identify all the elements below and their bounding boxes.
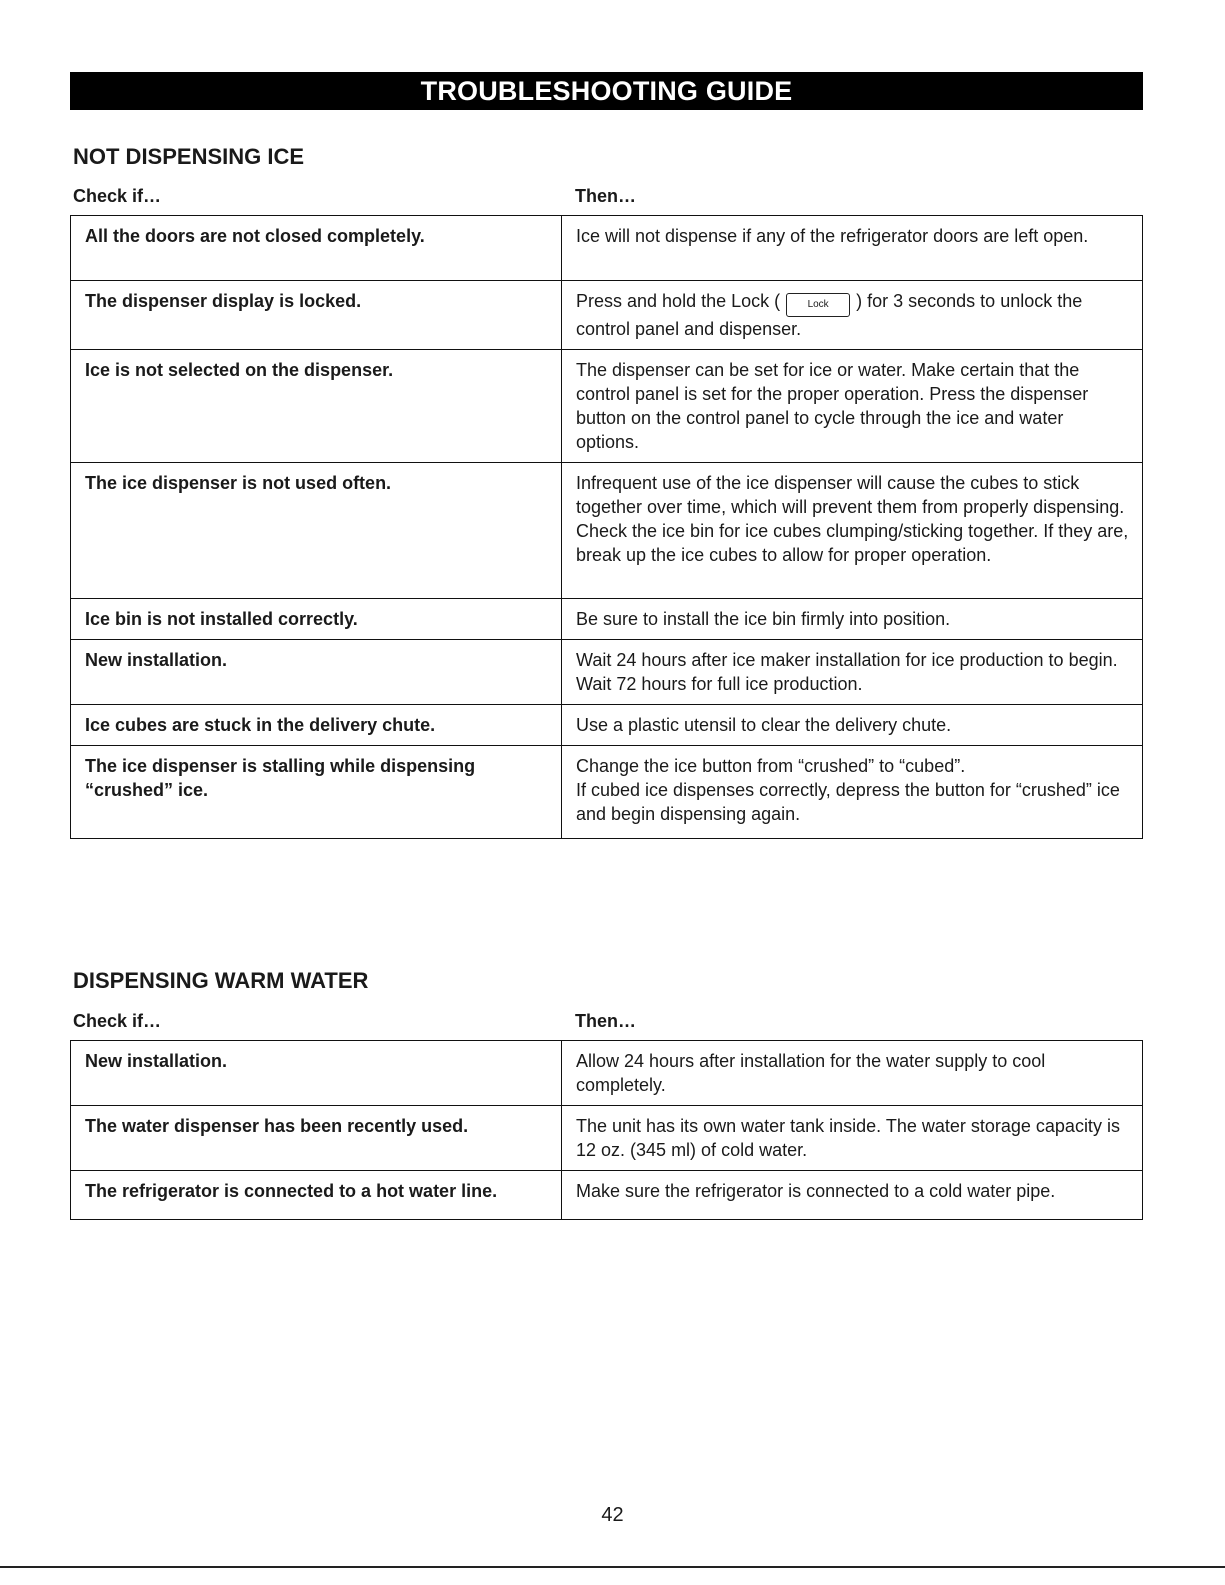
table-row <box>71 1171 1143 1220</box>
check-cell: The ice dispenser is not used often. <box>71 463 562 599</box>
then-cell: Use a plastic utensil to clear the delivery chute. <box>562 705 1143 746</box>
table-row <box>71 1041 1143 1106</box>
check-cell: The dispenser display is locked. <box>71 281 562 350</box>
then-header: Then… <box>575 1011 636 1031</box>
bottom-divider <box>0 1566 1225 1568</box>
then-cell: Infrequent use of the ice dispenser will cause the cubes to stick together over time, which will prevent them from properly dispensing. Check the ice bin for ice cubes clumping/sticking together. If they are, break up the ice cubes to allow for proper operation. <box>562 463 1143 599</box>
table-row <box>71 281 1143 350</box>
check-cell: All the doors are not closed completely. <box>71 216 562 281</box>
lock-key-icon: Lock <box>786 293 850 317</box>
page-number: 42 <box>601 1504 624 1526</box>
check-cell: Ice cubes are stuck in the delivery chute. <box>71 705 562 746</box>
then-text: Press and hold the Lock ( <box>576 291 781 311</box>
section-title-not-dispensing-ice: NOT DISPENSING ICE <box>73 144 305 169</box>
check-cell: New installation. <box>71 640 562 705</box>
check-cell: The refrigerator is connected to a hot water line. <box>71 1171 562 1220</box>
table-row <box>71 705 1143 746</box>
dispensing-warm-water-table <box>70 1040 1143 1220</box>
then-cell: Allow 24 hours after installation for the water supply to cool completely. <box>562 1041 1143 1106</box>
table-row <box>71 216 1143 281</box>
then-text: If cubed ice dispenses correctly, depress the button for “crushed” ice and begin dispensing again. <box>576 780 1120 824</box>
then-text: Change the ice button from “crushed” to “cubed”. <box>576 756 966 776</box>
page-banner: TROUBLESHOOTING GUIDE <box>70 72 1143 110</box>
table-row <box>71 599 1143 640</box>
then-cell <box>562 281 1143 350</box>
then-cell: Make sure the refrigerator is connected to a cold water pipe. <box>562 1171 1143 1220</box>
check-cell: The ice dispenser is stalling while dispensing “crushed” ice. <box>71 746 562 839</box>
then-cell: The unit has its own water tank inside. The water storage capacity is 12 oz. (345 ml) of cold water. <box>562 1106 1143 1171</box>
check-cell: New installation. <box>71 1041 562 1106</box>
check-cell: Ice is not selected on the dispenser. <box>71 350 562 463</box>
then-cell: The dispenser can be set for ice or water. Make certain that the control panel is set for the proper operation. Press the dispenser button on the control panel to cycle through the ice and water options. <box>562 350 1143 463</box>
check-if-header: Check if… <box>73 1011 162 1031</box>
table-row <box>71 746 1143 839</box>
check-cell: Ice bin is not installed correctly. <box>71 599 562 640</box>
section-title-dispensing-warm-water: DISPENSING WARM WATER <box>73 968 369 993</box>
check-if-header: Check if… <box>73 186 162 206</box>
then-header: Then… <box>575 186 636 206</box>
table-row <box>71 640 1143 705</box>
table-row <box>71 463 1143 599</box>
not-dispensing-ice-table <box>70 215 1143 839</box>
then-text: ) for 3 seconds to unlock the control panel and dispenser. <box>576 291 1083 339</box>
table-row <box>71 1106 1143 1171</box>
then-cell: Be sure to install the ice bin firmly into position. <box>562 599 1143 640</box>
check-cell: The water dispenser has been recently used. <box>71 1106 562 1171</box>
then-cell: Wait 24 hours after ice maker installation for ice production to begin. Wait 72 hours for full ice production. <box>562 640 1143 705</box>
then-cell <box>562 746 1143 839</box>
table-row <box>71 350 1143 463</box>
then-cell: Ice will not dispense if any of the refrigerator doors are left open. <box>562 216 1143 281</box>
